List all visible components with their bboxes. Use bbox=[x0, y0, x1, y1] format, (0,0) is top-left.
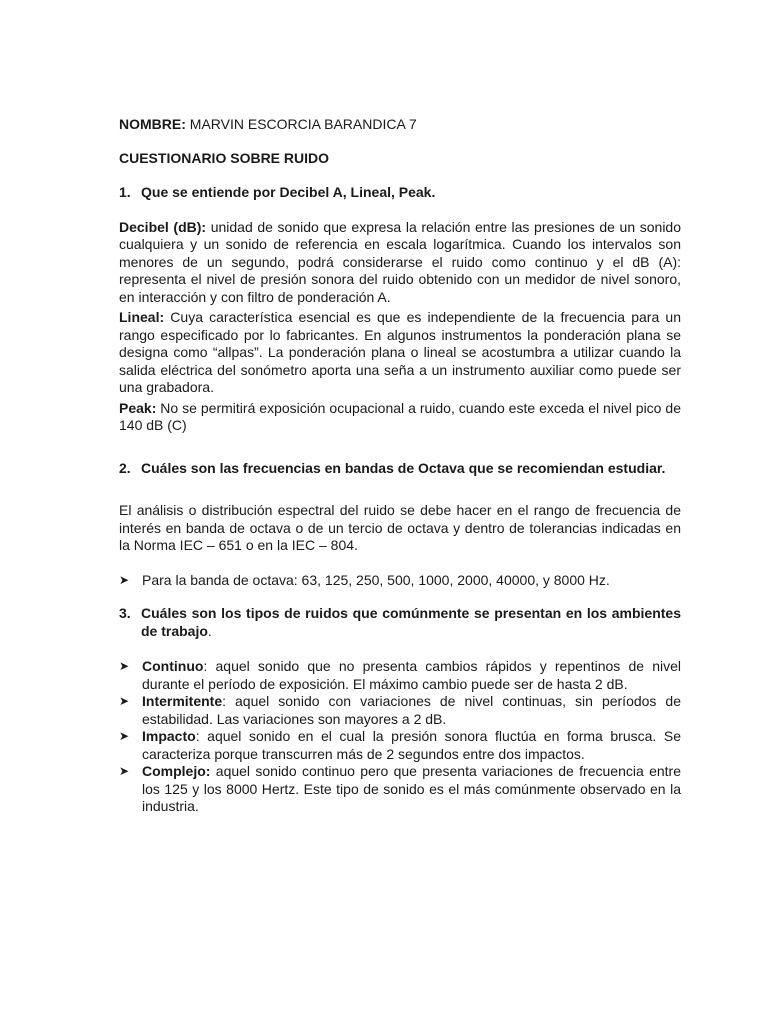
question-text: Cuáles son los tipos de ruidos que comúnmente se presentan en los ambientes de trabajo. bbox=[141, 605, 681, 639]
noise-type-text: aquel sonido continuo pero que presenta variaciones de frecuencia entre los 125 y los 8000 Hertz. Este tipo de sonido es el más comúnmente observado en la industria. bbox=[142, 763, 681, 814]
list-item bbox=[119, 728, 681, 763]
decibel-term: Decibel (dB): bbox=[119, 218, 207, 235]
noise-type-term: Intermitente bbox=[142, 693, 223, 709]
list-item bbox=[119, 763, 681, 816]
question-text: Que se entiende por Decibel A, Lineal, Peak. bbox=[141, 184, 436, 200]
question-3 bbox=[119, 605, 681, 640]
octave-bands-text: Para la banda de octava: 63, 125, 250, 500, 1000, 2000, 40000, y 8000 Hz. bbox=[142, 571, 610, 588]
noise-type-text: : aquel sonido en el cual la presión sonora fluctúa en forma brusca. Se caracteriza porque transcurren más de 2 segundos entre dos impactos. bbox=[142, 728, 681, 762]
question-number: 1. bbox=[119, 184, 131, 200]
name-label: NOMBRE: bbox=[119, 116, 186, 132]
noise-type-text: : aquel sonido que no presenta cambios rápidos y repentinos de nivel durante el período de exposición. El máximo cambio puede ser de hasta 2 dB. bbox=[142, 658, 681, 692]
lineal-text: Cuya característica esencial es que es independiente de la frecuencia para un rango especificado por lo fabricantes. En algunos instrumentos la ponderación plana se designa como “allpas”. La ponderación plana o lineal se acostumbra a utilizar cuando la salida eléctrica del sonómetro aporta una seña a un instrumento auxiliar como puede ser una grabadora. bbox=[119, 309, 681, 395]
peak-term: Peak: bbox=[119, 399, 157, 416]
list-item bbox=[119, 572, 681, 590]
noise-types-list bbox=[119, 658, 681, 816]
peak-text: No se permitirá exposición ocupacional a ruido, cuando este exceda el nivel pico de 140 dB (C) bbox=[119, 399, 681, 433]
list-item bbox=[119, 658, 681, 693]
lineal-paragraph bbox=[119, 309, 681, 397]
q2-bullet-list bbox=[119, 572, 681, 590]
q2-answer: El análisis o distribución espectral del ruido se debe hacer en el rango de frecuencia de interés en banda de octava o de un tercio de octava y dentro de tolerancias indicadas en la Norma IEC – 651 o en la IEC – 804. bbox=[119, 502, 681, 553]
list-item bbox=[119, 693, 681, 728]
noise-type-term: Complejo: bbox=[142, 763, 211, 779]
arrowhead-bullet-icon: ➤ bbox=[119, 694, 130, 708]
lineal-term: Lineal: bbox=[119, 309, 165, 325]
arrowhead-bullet-icon: ➤ bbox=[119, 659, 130, 673]
question-number: 2. bbox=[119, 459, 131, 476]
peak-paragraph bbox=[119, 400, 681, 435]
question-2 bbox=[119, 460, 681, 478]
document-title: CUESTIONARIO SOBRE RUIDO bbox=[119, 149, 330, 166]
noise-type-text: : aquel sonido con variaciones de nivel continuas, sin períodos de estabilidad. Las variaciones son mayores a 2 dB. bbox=[142, 693, 681, 727]
question-text: Cuáles son las frecuencias en bandas de Octava que se recomiendan estudiar. bbox=[141, 459, 666, 476]
decibel-paragraph bbox=[119, 219, 681, 307]
name-line bbox=[119, 116, 681, 134]
noise-type-term: Continuo bbox=[142, 658, 204, 674]
name-value: MARVIN ESCORCIA BARANDICA 7 bbox=[185, 116, 417, 132]
arrowhead-bullet-icon: ➤ bbox=[119, 572, 130, 587]
question-number: 3. bbox=[119, 605, 131, 621]
decibel-text: unidad de sonido que expresa la relación entre las presiones de un sonido cualquiera y un sonido de referencia en escala logarítmica. Cuando los intervalos son menores de un segundo, podrá considerarse el ruido como continuo y el dB (A): representa el nivel de presión sonora del ruido obtenido con un medidor de nivel sonoro, en interacción y con filtro de ponderación A. bbox=[119, 218, 681, 305]
arrowhead-bullet-icon: ➤ bbox=[119, 764, 130, 778]
noise-type-term: Impacto bbox=[142, 728, 196, 744]
question-1 bbox=[119, 184, 681, 202]
arrowhead-bullet-icon: ➤ bbox=[119, 729, 130, 743]
